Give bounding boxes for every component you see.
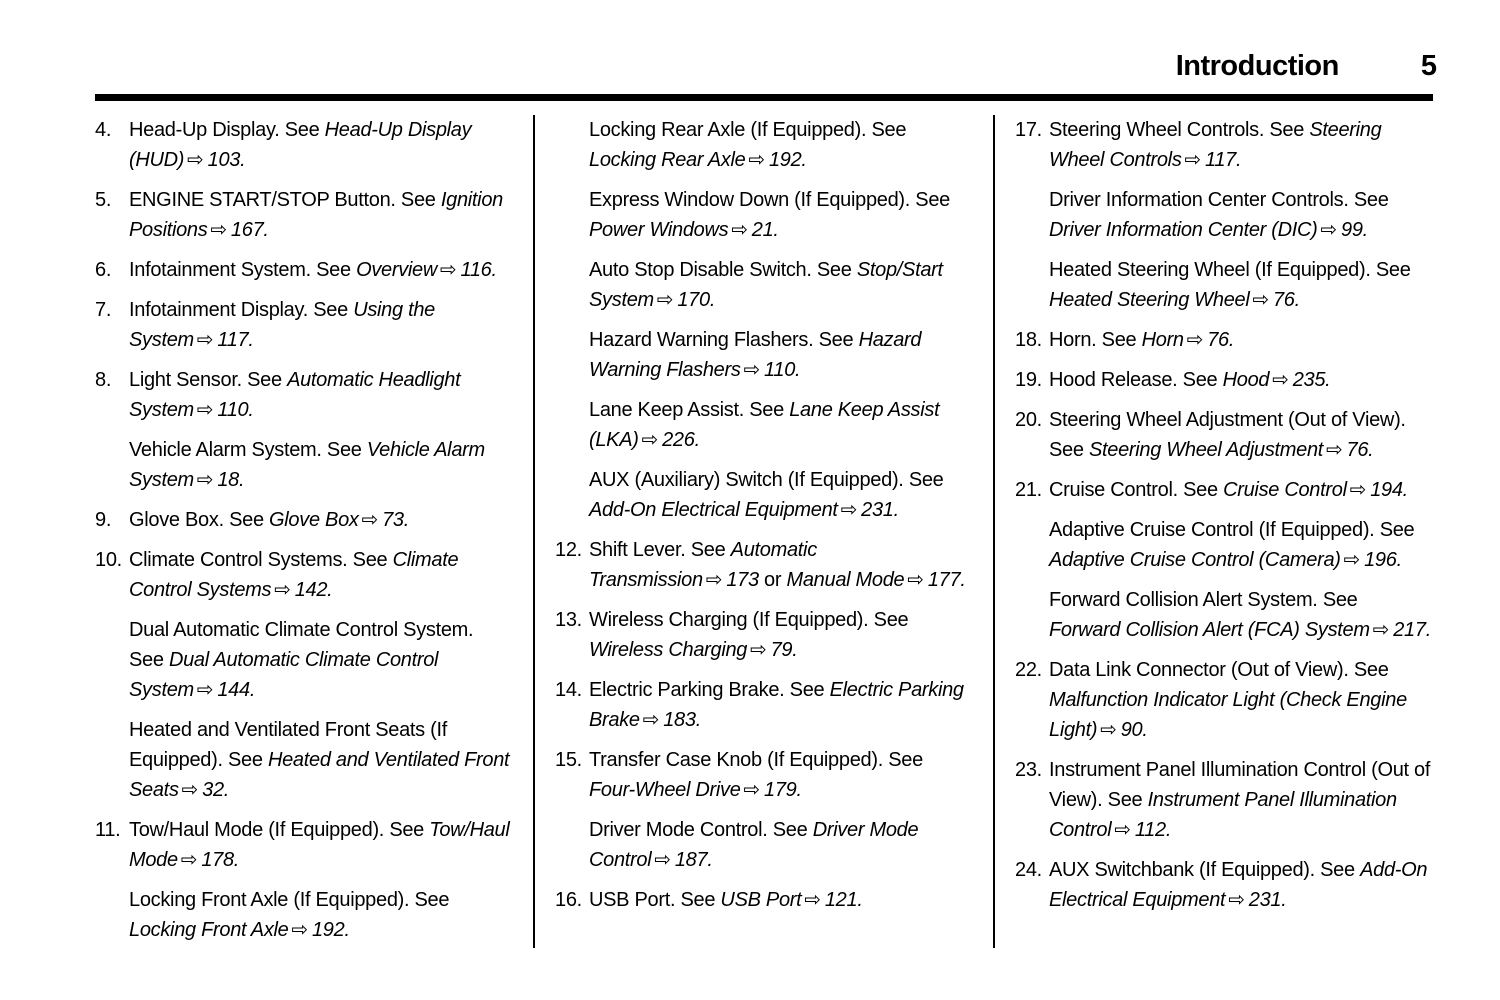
list-item <box>1015 755 1433 855</box>
cross-reference-arrow-icon: ⇨ <box>180 849 198 871</box>
item-text: Wireless Charging (If Equipped). See <box>589 609 909 631</box>
cross-reference-arrow-icon: ⇨ <box>1228 889 1245 911</box>
item-paragraph <box>1049 255 1433 315</box>
column-divider-2 <box>993 115 995 948</box>
item-number: 10. <box>95 549 122 571</box>
column-divider-1 <box>533 115 535 948</box>
reference-text: 178. <box>201 849 240 871</box>
reference-text: 103. <box>207 149 246 171</box>
index-column-3 <box>1015 115 1433 925</box>
item-paragraph <box>589 815 973 875</box>
item-text: USB Port. See <box>589 889 721 911</box>
item-number: 8. <box>95 369 112 391</box>
cross-reference-arrow-icon: ⇨ <box>748 149 765 171</box>
item-text: or <box>758 569 787 591</box>
reference-text: Stop/Start System <box>589 259 943 311</box>
cross-reference-arrow-icon: ⇨ <box>210 219 227 241</box>
item-paragraph <box>1049 655 1433 745</box>
reference-text: Steering Wheel Adjustment <box>1088 439 1324 461</box>
item-text: Electric Parking Brake. See <box>589 679 830 701</box>
reference-text: 32. <box>202 779 230 801</box>
list-item <box>555 535 973 605</box>
cross-reference-arrow-icon: ⇨ <box>804 889 821 911</box>
item-body <box>1049 365 1433 405</box>
item-number: 18. <box>1015 329 1042 351</box>
item-body <box>589 675 973 745</box>
reference-text: 167. <box>230 219 269 241</box>
item-text: Shift Lever. See <box>589 539 731 561</box>
reference-text: 142. <box>294 579 333 601</box>
item-text: Glove Box. See <box>129 509 270 531</box>
reference-text: USB Port <box>720 889 802 911</box>
item-text: Steering Wheel Adjustment (Out of View). See <box>1049 409 1406 461</box>
reference-text: 21. <box>751 219 779 241</box>
page-header <box>0 0 1500 83</box>
cross-reference-arrow-icon: ⇨ <box>440 259 457 281</box>
reference-text: Power Windows <box>589 219 729 241</box>
item-number: 23. <box>1015 759 1042 781</box>
reference-text: Instrument Panel Illumination Control <box>1049 789 1397 841</box>
cross-reference-arrow-icon: ⇨ <box>656 289 674 311</box>
item-body <box>129 295 513 365</box>
item-paragraph <box>129 255 513 285</box>
item-body <box>129 115 513 185</box>
item-paragraph <box>589 605 973 665</box>
reference-text: Horn <box>1141 329 1184 351</box>
item-text: Light Sensor. See <box>129 369 288 391</box>
item-text: Locking Rear Axle (If Equipped). See <box>589 119 907 141</box>
reference-text: Add-On Electrical Equipment <box>589 499 838 521</box>
page-title: Introduction <box>1175 50 1339 82</box>
item-paragraph <box>1049 585 1433 645</box>
cross-reference-arrow-icon: ⇨ <box>1100 719 1117 741</box>
reference-text: Lane Keep Assist (LKA) <box>589 399 940 451</box>
item-paragraph <box>129 505 513 535</box>
item-number: 7. <box>95 299 112 321</box>
item-body <box>589 115 973 535</box>
cross-reference-arrow-icon: ⇨ <box>1320 219 1338 241</box>
item-text: Tow/Haul Mode (If Equipped). See <box>129 819 430 841</box>
cross-reference-arrow-icon: ⇨ <box>731 219 748 241</box>
item-text: Driver Information Center Controls. See <box>1049 189 1389 211</box>
cross-reference-arrow-icon: ⇨ <box>1186 329 1204 351</box>
reference-text: 73. <box>382 509 409 531</box>
cross-reference-arrow-icon: ⇨ <box>743 779 761 801</box>
reference-text: 116. <box>460 259 497 281</box>
item-text: Hazard Warning Flashers. See <box>589 329 859 351</box>
item-paragraph <box>129 435 513 495</box>
reference-text: Add-On Electrical Equipment <box>1049 859 1428 911</box>
index-columns <box>0 101 1500 955</box>
reference-text: Overview <box>356 259 438 281</box>
reference-text: Locking Front Axle <box>129 919 289 941</box>
item-body <box>129 545 513 815</box>
item-paragraph <box>589 255 973 315</box>
reference-text: Four-Wheel Drive <box>589 779 741 801</box>
item-text: AUX (Auxiliary) Switch (If Equipped). See <box>589 469 944 491</box>
reference-text: Hood <box>1222 369 1270 391</box>
list-item <box>555 605 973 675</box>
reference-text: 76. <box>1272 289 1300 311</box>
index-column-1 <box>95 115 513 955</box>
item-text: Cruise Control. See <box>1049 479 1224 501</box>
reference-text: Adaptive Cruise Control (Camera) <box>1049 549 1341 571</box>
item-number: 20. <box>1015 409 1042 431</box>
item-text: Head-Up Display. See <box>129 119 325 141</box>
item-paragraph <box>1049 365 1433 395</box>
item-paragraph <box>1049 855 1433 915</box>
item-paragraph <box>589 325 973 385</box>
reference-text: 112. <box>1134 819 1172 841</box>
item-number: 13. <box>555 609 582 631</box>
item-number: 9. <box>95 509 112 531</box>
list-item <box>1015 475 1433 655</box>
reference-text: 173 <box>726 569 759 591</box>
cross-reference-arrow-icon: ⇨ <box>1184 149 1201 171</box>
item-paragraph <box>589 535 973 595</box>
item-text: Steering Wheel Controls. See <box>1049 119 1310 141</box>
reference-text: Malfunction Indicator Light (Check Engine Light) <box>1049 689 1407 741</box>
item-number: 12. <box>555 539 582 561</box>
reference-text: 226. <box>662 429 700 451</box>
item-number: 5. <box>95 189 112 211</box>
reference-text: 192. <box>768 149 807 171</box>
item-body <box>589 605 973 675</box>
item-number: 11. <box>95 819 121 841</box>
reference-text: Automatic Transmission <box>589 539 817 591</box>
item-text: AUX Switchbank (If Equipped). See <box>1049 859 1361 881</box>
reference-text: 187. <box>674 849 713 871</box>
item-text: Forward Collision Alert System. See <box>1049 589 1358 611</box>
item-paragraph <box>1049 185 1433 245</box>
item-body <box>1049 475 1433 655</box>
reference-text: Glove Box <box>269 509 359 531</box>
item-text: Horn. See <box>1049 329 1142 351</box>
cross-reference-arrow-icon: ⇨ <box>187 149 204 171</box>
item-text: Instrument Panel Illumination Control (Out of View). See <box>1049 759 1431 811</box>
item-number: 17. <box>1015 119 1042 141</box>
list-item <box>1015 855 1433 925</box>
item-text: Lane Keep Assist. See <box>589 399 790 421</box>
list-item <box>95 365 513 505</box>
reference-text: Ignition Positions <box>129 189 503 241</box>
item-body <box>1049 655 1433 755</box>
page-number: 5 <box>1420 50 1437 82</box>
item-paragraph <box>129 115 513 175</box>
reference-text: Locking Rear Axle <box>589 149 746 171</box>
list-item <box>1015 655 1433 755</box>
item-body <box>129 255 513 295</box>
item-text: Dual Automatic Climate Control System. See <box>129 619 474 671</box>
item-body <box>1049 855 1433 925</box>
cross-reference-arrow-icon: ⇨ <box>196 329 214 351</box>
cross-reference-arrow-icon: ⇨ <box>750 639 767 661</box>
item-body <box>1049 325 1433 365</box>
list-item <box>1015 405 1433 475</box>
item-paragraph <box>589 115 973 175</box>
item-number: 19. <box>1015 369 1042 391</box>
item-paragraph <box>129 815 513 875</box>
item-text: Data Link Connector (Out of View). See <box>1049 659 1389 681</box>
cross-reference-arrow-icon: ⇨ <box>274 579 291 601</box>
reference-text: Heated Steering Wheel <box>1049 289 1250 311</box>
reference-text: Cruise Control <box>1223 479 1347 501</box>
item-number: 16. <box>555 889 582 911</box>
reference-text: 196. <box>1364 549 1402 571</box>
item-text: ENGINE START/STOP Button. See <box>129 189 441 211</box>
list-item <box>95 115 513 185</box>
item-text: Infotainment System. See <box>129 259 357 281</box>
list-item <box>555 675 973 745</box>
reference-text: 117. <box>1205 149 1242 171</box>
reference-text: 217. <box>1393 619 1431 641</box>
item-paragraph <box>1049 405 1433 465</box>
reference-text: Dual Automatic Climate Control System <box>129 649 439 701</box>
list-item <box>95 185 513 255</box>
cross-reference-arrow-icon: ⇨ <box>641 429 659 451</box>
cross-reference-arrow-icon: ⇨ <box>642 709 660 731</box>
list-item <box>95 295 513 365</box>
cross-reference-arrow-icon: ⇨ <box>743 359 761 381</box>
item-text: Express Window Down (If Equipped). See <box>589 189 950 211</box>
item-number: 4. <box>95 119 112 141</box>
list-item <box>555 745 973 885</box>
reference-text: 76. <box>1346 439 1374 461</box>
item-number: 15. <box>555 749 582 771</box>
reference-text: Steering Wheel Controls <box>1049 119 1382 171</box>
item-text: Hood Release. See <box>1049 369 1223 391</box>
cross-reference-arrow-icon: ⇨ <box>1326 439 1343 461</box>
reference-text: 194. <box>1370 479 1408 501</box>
index-column-2 <box>555 115 973 925</box>
reference-text: Using the System <box>129 299 435 351</box>
cross-reference-arrow-icon: ⇨ <box>1372 619 1390 641</box>
item-number: 14. <box>555 679 582 701</box>
item-paragraph <box>1049 325 1433 355</box>
item-paragraph <box>129 295 513 355</box>
item-paragraph <box>1049 515 1433 575</box>
reference-text: 179. <box>764 779 802 801</box>
reference-text: Forward Collision Alert (FCA) System <box>1049 619 1370 641</box>
list-item <box>1015 325 1433 365</box>
cross-reference-arrow-icon: ⇨ <box>196 469 214 491</box>
item-number: 6. <box>95 259 112 281</box>
item-text: Adaptive Cruise Control (If Equipped). See <box>1049 519 1415 541</box>
item-body <box>589 535 973 605</box>
list-item <box>95 815 513 955</box>
header-rule <box>95 94 1433 101</box>
cross-reference-arrow-icon: ⇨ <box>654 849 671 871</box>
item-paragraph <box>589 885 973 915</box>
cross-reference-arrow-icon: ⇨ <box>196 679 214 701</box>
reference-text: Heated and Ventilated Front Seats <box>129 749 510 801</box>
reference-text: 170. <box>677 289 716 311</box>
cross-reference-arrow-icon: ⇨ <box>361 509 379 531</box>
reference-text: Wireless Charging <box>589 639 748 661</box>
item-body <box>589 885 973 925</box>
item-number <box>555 115 589 535</box>
reference-text: 79. <box>770 639 798 661</box>
item-body <box>1049 115 1433 325</box>
item-number: 22. <box>1015 659 1042 681</box>
item-text: Driver Mode Control. See <box>589 819 813 841</box>
cross-reference-arrow-icon: ⇨ <box>1114 819 1131 841</box>
item-body <box>129 815 513 955</box>
list-item <box>1015 115 1433 325</box>
item-number: 24. <box>1015 859 1042 881</box>
item-text: Heated and Ventilated Front Seats (If Equipped). See <box>129 719 447 771</box>
item-paragraph <box>1049 755 1433 845</box>
cross-reference-arrow-icon: ⇨ <box>1252 289 1269 311</box>
reference-text: Climate Control Systems <box>129 549 459 601</box>
reference-text: 121. <box>824 889 863 911</box>
cross-reference-arrow-icon: ⇨ <box>705 569 723 591</box>
reference-text: 177. <box>927 569 966 591</box>
reference-text: Electric Parking Brake <box>589 679 964 731</box>
cross-reference-arrow-icon: ⇨ <box>1343 549 1361 571</box>
reference-text: 183. <box>663 709 701 731</box>
list-item <box>95 505 513 545</box>
item-body <box>1049 755 1433 855</box>
reference-text: Driver Information Center (DIC) <box>1049 219 1318 241</box>
item-paragraph <box>129 365 513 425</box>
list-item <box>555 115 973 535</box>
reference-text: 110. <box>217 399 254 421</box>
reference-text: 231. <box>861 499 899 521</box>
list-item <box>555 885 973 925</box>
item-body <box>129 505 513 545</box>
item-text: Locking Front Axle (If Equipped). See <box>129 889 450 911</box>
reference-text: 90. <box>1120 719 1148 741</box>
item-text: Climate Control Systems. See <box>129 549 393 571</box>
item-text: Heated Steering Wheel (If Equipped). See <box>1049 259 1411 281</box>
item-paragraph <box>129 715 513 805</box>
reference-text: Hazard Warning Flashers <box>589 329 922 381</box>
item-paragraph <box>589 675 973 735</box>
reference-text: 117. <box>217 329 254 351</box>
item-paragraph <box>1049 475 1433 505</box>
item-body <box>1049 405 1433 475</box>
reference-text: 192. <box>311 919 350 941</box>
reference-text: Driver Mode Control <box>589 819 919 871</box>
item-body <box>129 365 513 505</box>
reference-text: 235. <box>1292 369 1331 391</box>
list-item <box>95 545 513 815</box>
cross-reference-arrow-icon: ⇨ <box>907 569 924 591</box>
reference-text: Manual Mode <box>786 569 905 591</box>
reference-text: 110. <box>764 359 801 381</box>
item-paragraph <box>129 885 513 945</box>
item-text: Transfer Case Knob (If Equipped). See <box>589 749 923 771</box>
reference-text: 99. <box>1341 219 1368 241</box>
reference-text: Automatic Headlight System <box>129 369 461 421</box>
item-paragraph <box>129 615 513 705</box>
cross-reference-arrow-icon: ⇨ <box>181 779 199 801</box>
cross-reference-arrow-icon: ⇨ <box>196 399 214 421</box>
item-number: 21. <box>1015 479 1042 501</box>
cross-reference-arrow-icon: ⇨ <box>291 919 308 941</box>
reference-text: 18. <box>217 469 245 491</box>
item-paragraph <box>589 465 973 525</box>
reference-text: Head-Up Display (HUD) <box>129 119 472 171</box>
cross-reference-arrow-icon: ⇨ <box>840 499 858 521</box>
list-item <box>1015 365 1433 405</box>
cross-reference-arrow-icon: ⇨ <box>1349 479 1367 501</box>
cross-reference-arrow-icon: ⇨ <box>1272 369 1289 391</box>
item-paragraph <box>129 545 513 605</box>
list-item <box>95 255 513 295</box>
reference-text: Tow/Haul Mode <box>129 819 510 871</box>
item-text: Auto Stop Disable Switch. See <box>589 259 857 281</box>
item-paragraph <box>129 185 513 245</box>
item-paragraph <box>589 185 973 245</box>
reference-text: 231. <box>1248 889 1287 911</box>
item-text: Vehicle Alarm System. See <box>129 439 367 461</box>
reference-text: 76. <box>1207 329 1235 351</box>
item-paragraph <box>1049 115 1433 175</box>
item-body <box>129 185 513 255</box>
reference-text: Vehicle Alarm System <box>129 439 485 491</box>
item-paragraph <box>589 745 973 805</box>
item-text: Infotainment Display. See <box>129 299 354 321</box>
item-body <box>589 745 973 885</box>
reference-text: 144. <box>217 679 256 701</box>
item-paragraph <box>589 395 973 455</box>
